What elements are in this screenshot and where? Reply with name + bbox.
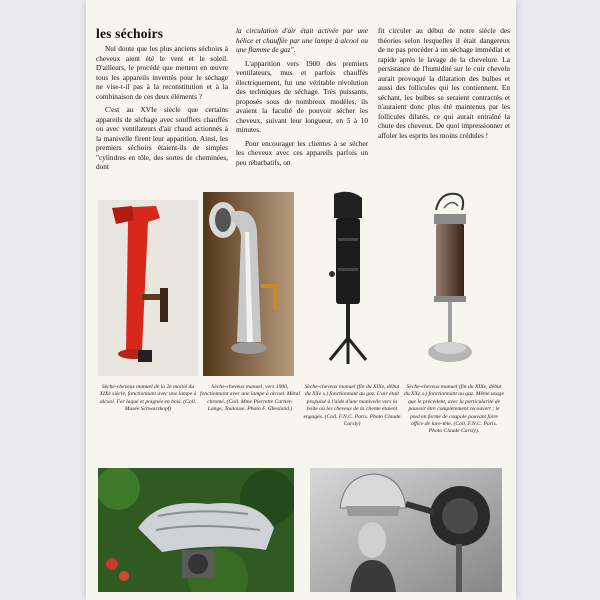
photo-caption: Sèche-cheveux manuel, vers 1900, fonctionnant avec une lampe à alcool. Métal chromé. (Coll. Mme Pierrette Cartier-Lange, Toulouse. Photo F. Ghesland.) (200, 384, 300, 413)
paragraph: C'est au XVIe siècle que certains appareils de séchage avec soufflets chauffés ou avec ventilateurs d'air chaud actionnés à la manivelle firent leur apparition. Ainsi, les premiers séchoirs étaient-ils de simples "cylindres en tôle, des sortes de cheminées, dont (96, 105, 228, 171)
photo-caption: Sèche-cheveux manuel (fin du XIXe, début du XXe s.) fonctionnant au gaz. Même usage que le précédent, avec la particularité de pouvoir être complètement recouvert ; le pied en forme de coupole pouvant faire office de lave-tête. (Coll. F.N.C. Paris. Photo Claude Carsly). (404, 384, 504, 435)
photo-caption: Sèche-cheveux manuel (fin du XIXe, début du XXe s.) fonctionnant au gaz. L'air était propulsé à l'aide d'une manivelle vers la boîte où les cheveux de la cliente étaient engagés. (Coll. F.N.C. Paris. Photo Claude Carsly) (303, 384, 401, 428)
photo-caption: Sèche-cheveux manuel de la 2e moitié du XIXe siècle, fonctionnant avec une lampe à alcool. Fer laqué et poignée en bois. (Coll. Musée Schwarzkopf) (99, 384, 197, 413)
red-cylinder-dryer-photo (98, 200, 198, 376)
text-column-3 (378, 26, 510, 144)
woman-under-dryer-photo (310, 468, 502, 592)
magazine-page (86, 0, 516, 600)
paragraph: fit circuler au début de notre siècle des théories selon lesquelles il était dangereux de ne pas procéder à un séchage immédiat et rapide après le lavage de la chevelure. La persistance de l'humidité sur le cuir chevelu aurait provoqué la dilatation des bulbes et aussi des follicules qui les contiennent. En séchant, les bulbes se seraient contractés et n'auraient donc plus été maintenus par les follicules dilatés, ce qui aurait entraîné la chute des cheveux. De quoi impressionner et affoler les esprits les moins crédules ! (378, 26, 510, 140)
text-column-1 (96, 44, 228, 176)
section-heading: les séchoirs (96, 26, 164, 41)
paragraph: Pour encourager les clientes à se sécher les cheveux avec ces appareils parfois un peu rébarbatifs, on (236, 138, 368, 167)
metal-hood-in-garden-photo (98, 468, 294, 592)
copper-cylinder-dryer-photo (400, 188, 502, 376)
text-column-2 (236, 26, 368, 171)
paragraph: L'apparition vers 1900 des premiers ventilateurs, mus et parfois chauffés électriquement, fut une véritable révolution des techniques de séchage. Très puissants, proposés sous de nombreux modèles, ils avaient la faculté de pouvoir sécher les cheveux, suivant leur longueur, en 5 à 10 minutes. (236, 58, 368, 134)
chrome-pipe-dryer-photo (203, 192, 294, 376)
paragraph: la circulation d'air était activée par une hélice et chauffée par une lampe à alcool ou une flamme de gaz". (236, 26, 368, 54)
paragraph: Nul doute que les plus anciens séchoirs à cheveux aient été le vent et le soleil. D'ailleurs, le procédé que mettent en œuvre tous les appareils inventés pour le séchage ne vise-t-il pas à la reconstitution et à la combinaison de ces deux éléments ? (96, 44, 228, 101)
black-tripod-dryer-photo (298, 188, 398, 376)
